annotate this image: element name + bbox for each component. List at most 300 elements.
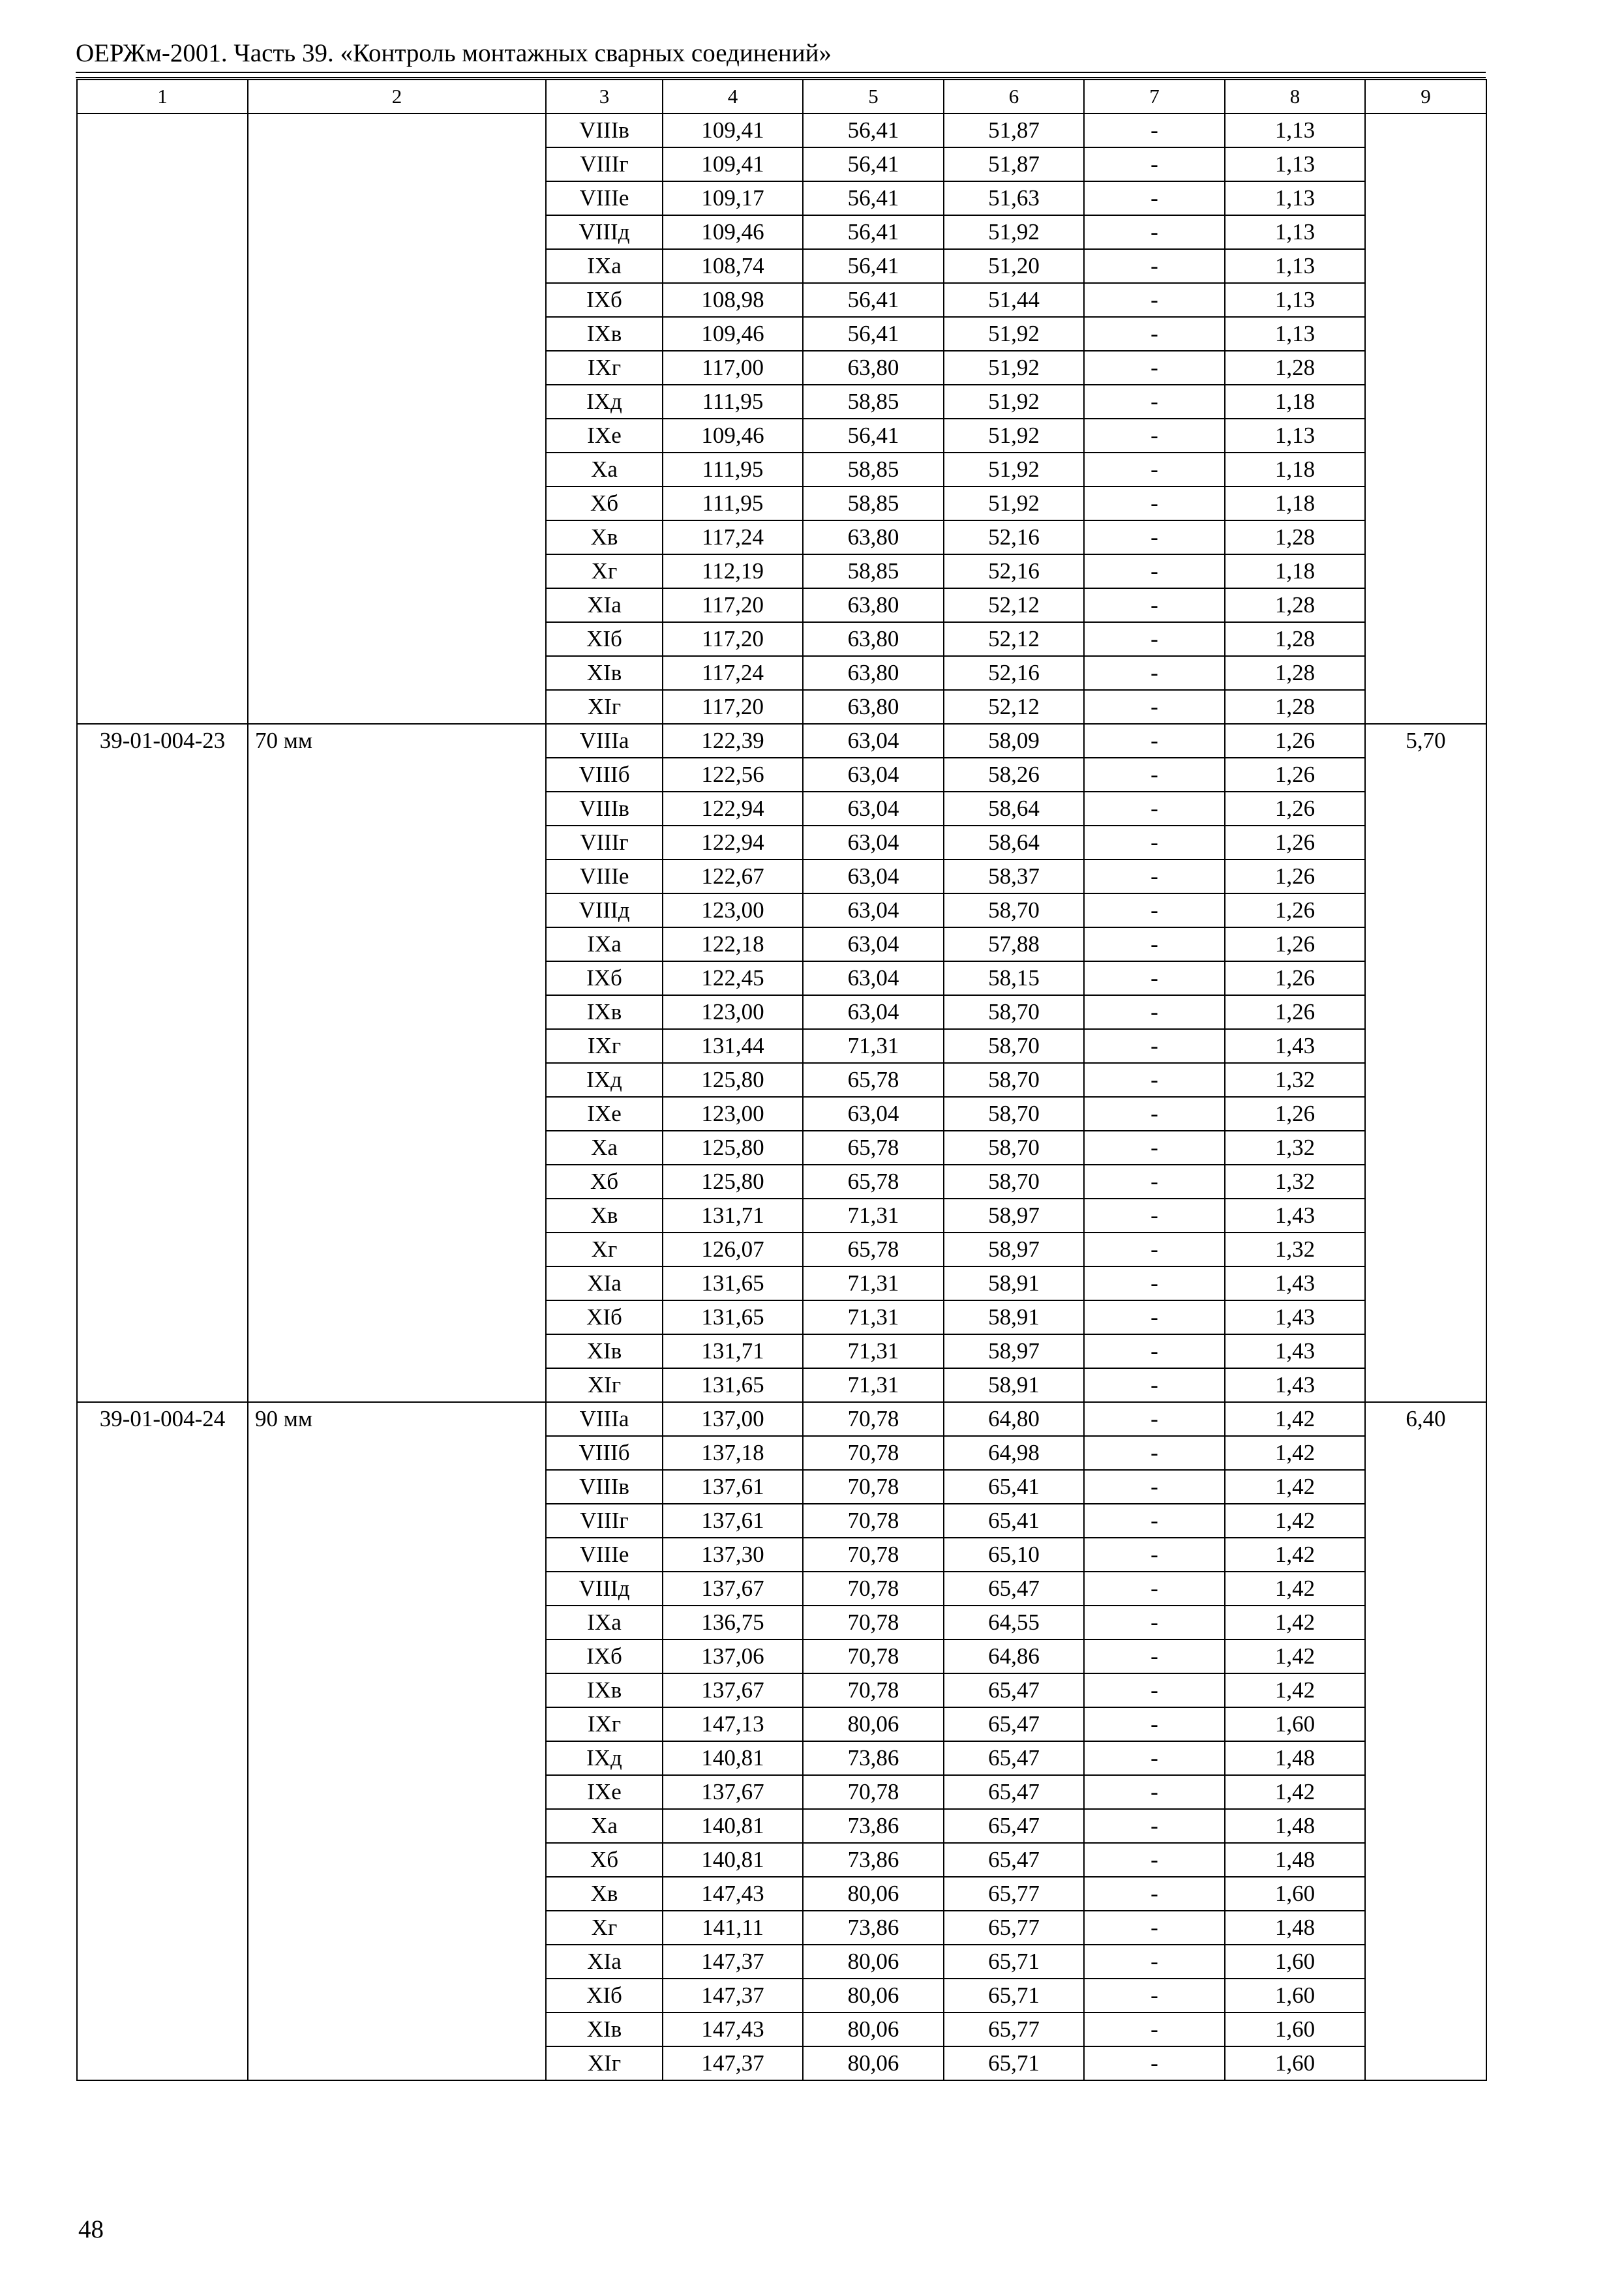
header-rule xyxy=(76,72,1486,73)
table-cell: - xyxy=(1084,1436,1225,1470)
table-cell: VIIIд xyxy=(546,215,663,249)
table-cell: 122,45 xyxy=(663,961,803,995)
table-cell: 1,32 xyxy=(1225,1233,1365,1266)
table-row xyxy=(77,724,1486,758)
table-cell: 137,00 xyxy=(663,1402,803,1436)
table-row xyxy=(77,1402,1486,1436)
table-cell: - xyxy=(1084,215,1225,249)
table-cell: 109,17 xyxy=(663,181,803,215)
table-cell: - xyxy=(1084,995,1225,1029)
table-cell: 63,80 xyxy=(803,690,944,724)
table-cell: - xyxy=(1084,961,1225,995)
table-cell: 122,67 xyxy=(663,860,803,893)
table-cell: - xyxy=(1084,2012,1225,2046)
table-cell: 51,63 xyxy=(944,181,1084,215)
table-cell: 1,43 xyxy=(1225,1334,1365,1368)
column-9-cell xyxy=(1365,113,1486,724)
table-cell: - xyxy=(1084,690,1225,724)
table-cell: - xyxy=(1084,1165,1225,1199)
table-cell: Xг xyxy=(546,1233,663,1266)
table-cell: 136,75 xyxy=(663,1606,803,1639)
table-cell: Xб xyxy=(546,1165,663,1199)
table-cell: 70,78 xyxy=(803,1470,944,1504)
table-cell: 70,78 xyxy=(803,1673,944,1707)
table-cell: - xyxy=(1084,622,1225,656)
table-cell: - xyxy=(1084,147,1225,181)
table-cell: - xyxy=(1084,792,1225,826)
table-cell: 147,43 xyxy=(663,2012,803,2046)
table-cell: 147,37 xyxy=(663,1945,803,1979)
table-cell: 63,04 xyxy=(803,792,944,826)
table-cell: IXе xyxy=(546,419,663,453)
table-cell: 137,61 xyxy=(663,1470,803,1504)
table-cell: 117,24 xyxy=(663,656,803,690)
table-cell: 51,92 xyxy=(944,419,1084,453)
table-cell: 1,42 xyxy=(1225,1402,1365,1436)
table-cell: - xyxy=(1084,2046,1225,2080)
table-cell: - xyxy=(1084,656,1225,690)
table-cell: 1,32 xyxy=(1225,1165,1365,1199)
table-cell: 65,78 xyxy=(803,1063,944,1097)
table-cell: 109,41 xyxy=(663,113,803,147)
table-cell: VIIIг xyxy=(546,147,663,181)
table-cell: 65,78 xyxy=(803,1233,944,1266)
table-cell: XIб xyxy=(546,1979,663,2012)
table-cell: 140,81 xyxy=(663,1741,803,1775)
table-cell: 126,07 xyxy=(663,1233,803,1266)
table-cell: IXд xyxy=(546,1741,663,1775)
table-cell: 51,87 xyxy=(944,113,1084,147)
rates-table xyxy=(76,79,1487,2081)
table-cell: 70,78 xyxy=(803,1639,944,1673)
table-cell: 117,20 xyxy=(663,588,803,622)
table-cell: XIг xyxy=(546,1368,663,1402)
table-cell: 65,47 xyxy=(944,1707,1084,1741)
table-cell: 65,71 xyxy=(944,1979,1084,2012)
table-cell: - xyxy=(1084,1131,1225,1165)
table-cell: 56,41 xyxy=(803,181,944,215)
table-cell: Xб xyxy=(546,486,663,520)
table-cell: IXв xyxy=(546,317,663,351)
table-cell: 1,43 xyxy=(1225,1300,1365,1334)
table-cell: XIа xyxy=(546,1266,663,1300)
table-cell: 1,13 xyxy=(1225,283,1365,317)
header-rule xyxy=(76,77,1486,78)
table-cell: 71,31 xyxy=(803,1368,944,1402)
table-cell: 56,41 xyxy=(803,215,944,249)
table-cell: 58,37 xyxy=(944,860,1084,893)
table-cell: 125,80 xyxy=(663,1063,803,1097)
table-cell: 58,26 xyxy=(944,758,1084,792)
table-cell: 64,55 xyxy=(944,1606,1084,1639)
work-name-cell: 70 мм xyxy=(248,724,546,1402)
table-cell: 51,44 xyxy=(944,283,1084,317)
table-cell: IXг xyxy=(546,1029,663,1063)
table-cell: VIIIа xyxy=(546,1402,663,1436)
table-cell: - xyxy=(1084,1470,1225,1504)
table-cell: XIв xyxy=(546,1334,663,1368)
table-cell: 58,64 xyxy=(944,826,1084,860)
table-cell: - xyxy=(1084,1606,1225,1639)
table-cell: 58,97 xyxy=(944,1199,1084,1233)
table-cell: 137,67 xyxy=(663,1673,803,1707)
table-cell: 52,12 xyxy=(944,588,1084,622)
table-cell: 51,92 xyxy=(944,351,1084,385)
table-cell: 1,26 xyxy=(1225,860,1365,893)
table-cell: - xyxy=(1084,1741,1225,1775)
table-cell: - xyxy=(1084,486,1225,520)
table-cell: - xyxy=(1084,1572,1225,1606)
table-cell: 125,80 xyxy=(663,1131,803,1165)
column-9-cell: 5,70 xyxy=(1365,724,1486,1402)
table-cell: 70,78 xyxy=(803,1606,944,1639)
table-cell: 58,85 xyxy=(803,385,944,419)
table-cell: 108,74 xyxy=(663,249,803,283)
table-cell: 1,28 xyxy=(1225,351,1365,385)
table-cell: 117,24 xyxy=(663,520,803,554)
table-cell: 109,46 xyxy=(663,317,803,351)
table-cell: 1,13 xyxy=(1225,147,1365,181)
table-cell: 111,95 xyxy=(663,385,803,419)
table-cell: 71,31 xyxy=(803,1029,944,1063)
table-cell: VIIIд xyxy=(546,893,663,927)
table-cell: 1,18 xyxy=(1225,554,1365,588)
table-cell: 65,77 xyxy=(944,1911,1084,1945)
table-cell: 63,80 xyxy=(803,622,944,656)
table-cell: - xyxy=(1084,554,1225,588)
table-cell: - xyxy=(1084,1843,1225,1877)
table-cell: 1,48 xyxy=(1225,1809,1365,1843)
table-cell: 63,80 xyxy=(803,351,944,385)
table-cell: 1,42 xyxy=(1225,1470,1365,1504)
table-cell: - xyxy=(1084,1334,1225,1368)
table-cell: XIа xyxy=(546,588,663,622)
table-cell: 52,16 xyxy=(944,554,1084,588)
table-cell: 73,86 xyxy=(803,1911,944,1945)
column-number: 1 xyxy=(77,80,248,113)
table-cell: 131,71 xyxy=(663,1334,803,1368)
table-cell: VIIIе xyxy=(546,181,663,215)
table-cell: 52,16 xyxy=(944,520,1084,554)
table-cell: - xyxy=(1084,181,1225,215)
work-name-cell xyxy=(248,113,546,724)
table-cell: 125,80 xyxy=(663,1165,803,1199)
table-cell: 1,43 xyxy=(1225,1199,1365,1233)
table-cell: Xа xyxy=(546,1809,663,1843)
table-cell: 122,94 xyxy=(663,826,803,860)
table-cell: - xyxy=(1084,1029,1225,1063)
table-cell: 63,04 xyxy=(803,758,944,792)
table-cell: VIIIе xyxy=(546,1538,663,1572)
table-cell: 131,65 xyxy=(663,1368,803,1402)
table-cell: 70,78 xyxy=(803,1402,944,1436)
table-cell: 1,26 xyxy=(1225,927,1365,961)
table-cell: 71,31 xyxy=(803,1266,944,1300)
table-cell: 137,30 xyxy=(663,1538,803,1572)
table-cell: 140,81 xyxy=(663,1843,803,1877)
table-cell: 137,61 xyxy=(663,1504,803,1538)
table-cell: VIIIв xyxy=(546,1470,663,1504)
table-cell: 1,26 xyxy=(1225,1097,1365,1131)
table-cell: 51,92 xyxy=(944,453,1084,486)
table-cell: 1,28 xyxy=(1225,520,1365,554)
table-cell: 65,71 xyxy=(944,2046,1084,2080)
table-cell: 58,85 xyxy=(803,554,944,588)
table-cell: 1,42 xyxy=(1225,1606,1365,1639)
table-cell: 1,42 xyxy=(1225,1572,1365,1606)
table-cell: - xyxy=(1084,927,1225,961)
table-cell: 112,19 xyxy=(663,554,803,588)
rate-code-cell xyxy=(77,113,248,724)
table-cell: VIIIб xyxy=(546,758,663,792)
table-cell: 141,11 xyxy=(663,1911,803,1945)
table-cell: 63,04 xyxy=(803,927,944,961)
table-cell: - xyxy=(1084,385,1225,419)
table-cell: 1,43 xyxy=(1225,1029,1365,1063)
table-cell: 1,26 xyxy=(1225,724,1365,758)
table-cell: 57,88 xyxy=(944,927,1084,961)
table-cell: 70,78 xyxy=(803,1436,944,1470)
table-cell: 58,70 xyxy=(944,1131,1084,1165)
table-cell: 1,26 xyxy=(1225,758,1365,792)
table-cell: 147,37 xyxy=(663,2046,803,2080)
table-cell: 1,32 xyxy=(1225,1063,1365,1097)
table-cell: 137,06 xyxy=(663,1639,803,1673)
table-cell: XIб xyxy=(546,1300,663,1334)
table-cell: IXа xyxy=(546,1606,663,1639)
table-row xyxy=(77,113,1486,147)
table-cell: - xyxy=(1084,1266,1225,1300)
rate-code-cell: 39-01-004-23 xyxy=(77,724,248,1402)
column-number: 6 xyxy=(944,80,1084,113)
column-number: 5 xyxy=(803,80,944,113)
table-cell: 56,41 xyxy=(803,249,944,283)
table-cell: 56,41 xyxy=(803,283,944,317)
table-cell: - xyxy=(1084,1945,1225,1979)
table-cell: 122,39 xyxy=(663,724,803,758)
table-cell: 1,60 xyxy=(1225,2046,1365,2080)
table-cell: 122,56 xyxy=(663,758,803,792)
table-cell: VIIIа xyxy=(546,724,663,758)
table-cell: Xв xyxy=(546,520,663,554)
table-cell: - xyxy=(1084,1775,1225,1809)
table-cell: IXг xyxy=(546,351,663,385)
table-cell: IXб xyxy=(546,1639,663,1673)
table-cell: IXд xyxy=(546,385,663,419)
table-cell: Xв xyxy=(546,1199,663,1233)
table-cell: 56,41 xyxy=(803,419,944,453)
table-cell: 65,78 xyxy=(803,1165,944,1199)
table-cell: 1,13 xyxy=(1225,317,1365,351)
table-cell: 58,91 xyxy=(944,1266,1084,1300)
table-cell: 1,42 xyxy=(1225,1436,1365,1470)
table-cell: IXе xyxy=(546,1097,663,1131)
table-cell: 51,20 xyxy=(944,249,1084,283)
table-cell: - xyxy=(1084,724,1225,758)
table-cell: 117,20 xyxy=(663,622,803,656)
table-cell: 65,71 xyxy=(944,1945,1084,1979)
table-cell: 65,47 xyxy=(944,1843,1084,1877)
table-cell: 1,42 xyxy=(1225,1775,1365,1809)
table-cell: 1,13 xyxy=(1225,113,1365,147)
table-cell: 123,00 xyxy=(663,893,803,927)
table-cell: - xyxy=(1084,893,1225,927)
table-cell: 80,06 xyxy=(803,1945,944,1979)
table-cell: XIа xyxy=(546,1945,663,1979)
table-cell: IXв xyxy=(546,995,663,1029)
table-cell: 71,31 xyxy=(803,1334,944,1368)
table-cell: - xyxy=(1084,1707,1225,1741)
table-cell: IXе xyxy=(546,1775,663,1809)
table-cell: IXг xyxy=(546,1707,663,1741)
table-cell: 58,70 xyxy=(944,1097,1084,1131)
table-cell: 65,47 xyxy=(944,1775,1084,1809)
table-cell: - xyxy=(1084,1639,1225,1673)
table-cell: IXв xyxy=(546,1673,663,1707)
table-cell: Xа xyxy=(546,453,663,486)
table-cell: VIIIе xyxy=(546,860,663,893)
table-cell: - xyxy=(1084,1979,1225,2012)
table-cell: Xг xyxy=(546,554,663,588)
table-cell: 65,47 xyxy=(944,1673,1084,1707)
table-cell: 80,06 xyxy=(803,2012,944,2046)
table-cell: 71,31 xyxy=(803,1300,944,1334)
column-number: 9 xyxy=(1365,80,1486,113)
table-cell: 122,18 xyxy=(663,927,803,961)
table-cell: 1,13 xyxy=(1225,419,1365,453)
table-cell: 73,86 xyxy=(803,1843,944,1877)
table-cell: XIг xyxy=(546,690,663,724)
table-cell: 64,80 xyxy=(944,1402,1084,1436)
table-cell: 65,41 xyxy=(944,1504,1084,1538)
table-cell: IXб xyxy=(546,961,663,995)
table-cell: Xб xyxy=(546,1843,663,1877)
table-cell: 137,67 xyxy=(663,1775,803,1809)
table-cell: 73,86 xyxy=(803,1809,944,1843)
table-cell: 1,28 xyxy=(1225,690,1365,724)
table-cell: 63,80 xyxy=(803,520,944,554)
table-cell: - xyxy=(1084,1504,1225,1538)
column-9-cell: 6,40 xyxy=(1365,1402,1486,2080)
table-cell: 1,26 xyxy=(1225,893,1365,927)
table-cell: VIIIг xyxy=(546,1504,663,1538)
table-cell: - xyxy=(1084,419,1225,453)
table-cell: 1,60 xyxy=(1225,1979,1365,2012)
table-cell: - xyxy=(1084,317,1225,351)
table-cell: 58,85 xyxy=(803,486,944,520)
table-cell: 58,97 xyxy=(944,1334,1084,1368)
table-cell: 1,18 xyxy=(1225,486,1365,520)
table-cell: 58,70 xyxy=(944,1029,1084,1063)
table-cell: 65,41 xyxy=(944,1470,1084,1504)
table-cell: 65,77 xyxy=(944,1877,1084,1911)
table-cell: - xyxy=(1084,1097,1225,1131)
table-cell: VIIIд xyxy=(546,1572,663,1606)
column-number: 3 xyxy=(546,80,663,113)
table-cell: - xyxy=(1084,1809,1225,1843)
table-cell: 109,46 xyxy=(663,215,803,249)
table-cell: 123,00 xyxy=(663,995,803,1029)
table-cell: 70,78 xyxy=(803,1538,944,1572)
table-cell: 123,00 xyxy=(663,1097,803,1131)
table-cell: 131,65 xyxy=(663,1300,803,1334)
table-cell: - xyxy=(1084,1233,1225,1266)
table-cell: 80,06 xyxy=(803,2046,944,2080)
table-cell: 63,80 xyxy=(803,588,944,622)
table-cell: 137,67 xyxy=(663,1572,803,1606)
document-header: ОЕРЖм-2001. Часть 39. «Контроль монтажных сварных соединений» xyxy=(76,39,832,67)
table-cell: - xyxy=(1084,453,1225,486)
table-cell: 65,10 xyxy=(944,1538,1084,1572)
table-cell: 108,98 xyxy=(663,283,803,317)
column-number: 7 xyxy=(1084,80,1225,113)
table-cell: 52,16 xyxy=(944,656,1084,690)
table-cell: - xyxy=(1084,1877,1225,1911)
table-cell: XIб xyxy=(546,622,663,656)
table-cell: 147,43 xyxy=(663,1877,803,1911)
table-cell: VIIIв xyxy=(546,113,663,147)
table-cell: 1,48 xyxy=(1225,1911,1365,1945)
table-cell: 111,95 xyxy=(663,486,803,520)
page-number: 48 xyxy=(78,2215,104,2243)
table-cell: 58,70 xyxy=(944,995,1084,1029)
table-cell: 1,32 xyxy=(1225,1131,1365,1165)
table-cell: - xyxy=(1084,113,1225,147)
table-cell: 1,42 xyxy=(1225,1673,1365,1707)
table-cell: - xyxy=(1084,860,1225,893)
table-cell: - xyxy=(1084,1911,1225,1945)
table-cell: Xг xyxy=(546,1911,663,1945)
table-cell: 80,06 xyxy=(803,1707,944,1741)
table-cell: 65,77 xyxy=(944,2012,1084,2046)
table-cell: 58,64 xyxy=(944,792,1084,826)
table-cell: 80,06 xyxy=(803,1877,944,1911)
table-cell: 1,43 xyxy=(1225,1266,1365,1300)
table-cell: - xyxy=(1084,826,1225,860)
table-cell: IXб xyxy=(546,283,663,317)
table-cell: 1,13 xyxy=(1225,249,1365,283)
table-cell: 140,81 xyxy=(663,1809,803,1843)
table-cell: 58,85 xyxy=(803,453,944,486)
table-cell: - xyxy=(1084,1538,1225,1572)
table-cell: 80,06 xyxy=(803,1979,944,2012)
table-cell: 1,42 xyxy=(1225,1538,1365,1572)
table-cell: 63,04 xyxy=(803,961,944,995)
table-cell: 1,18 xyxy=(1225,385,1365,419)
table-cell: - xyxy=(1084,351,1225,385)
table-cell: VIIIв xyxy=(546,792,663,826)
column-number: 8 xyxy=(1225,80,1365,113)
table-cell: 52,12 xyxy=(944,690,1084,724)
table-cell: 64,86 xyxy=(944,1639,1084,1673)
table-cell: 131,44 xyxy=(663,1029,803,1063)
table-cell: 109,41 xyxy=(663,147,803,181)
table-cell: 70,78 xyxy=(803,1504,944,1538)
column-number-row xyxy=(77,80,1486,113)
table-cell: 51,87 xyxy=(944,147,1084,181)
table-cell: 64,98 xyxy=(944,1436,1084,1470)
table-cell: 58,70 xyxy=(944,1063,1084,1097)
table-cell: 1,43 xyxy=(1225,1368,1365,1402)
table-cell: 65,47 xyxy=(944,1741,1084,1775)
rates-table-container xyxy=(76,79,1486,2081)
table-cell: 1,26 xyxy=(1225,792,1365,826)
table-cell: 1,48 xyxy=(1225,1843,1365,1877)
table-cell: 56,41 xyxy=(803,113,944,147)
table-cell: 58,97 xyxy=(944,1233,1084,1266)
table-cell: XIг xyxy=(546,2046,663,2080)
table-cell: 58,15 xyxy=(944,961,1084,995)
